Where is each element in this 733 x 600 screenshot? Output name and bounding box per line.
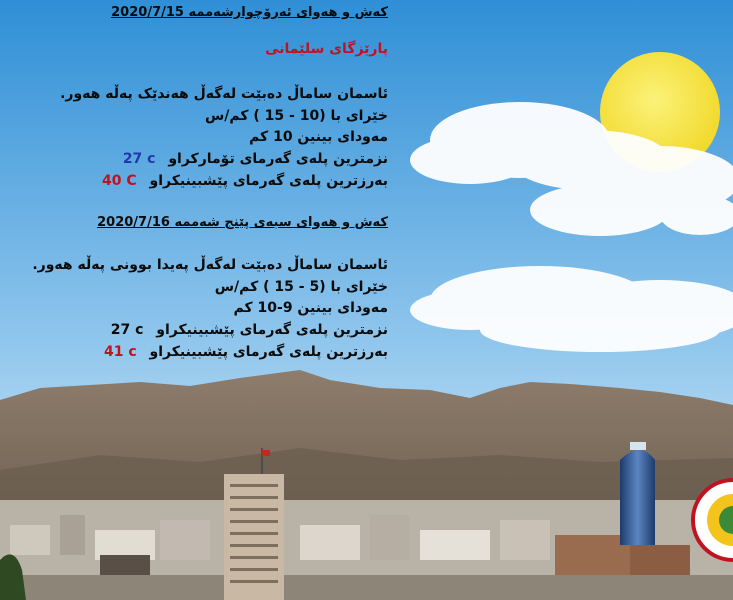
day2-min-value: 27 c [110,322,144,338]
day1-min-label: نزمترین پلەی گەرمای تۆمارکراو [168,151,388,167]
day1-visibility: مەودای بینین 10 کم [249,129,388,145]
day2-max-label: بەرزترین پلەی گەرمای پێشبینیکراو [149,344,388,360]
day1-min-temp [115,150,388,168]
day1-min-value: 27 c [122,151,156,167]
day2-min-temp [103,321,388,339]
day2-visibility: مەودای بینین 9-10 کم [233,300,388,316]
day1-sky: ئاسمان ساماڵ دەبێت لەگەڵ هەندێک پەڵە هەور. [60,86,388,102]
day1-max-temp [94,172,388,190]
day1-header: کەش و هەوای ئەرۆچوارشەممە 2020/7/15 [111,5,388,20]
day1-max-label: بەرزترین پلەی گەرمای پێشبینیکراو [149,173,388,189]
day2-header: کەش و هەوای سبەی پێنج شەممە 2020/7/16 [97,215,388,230]
day2-sky: ئاسمان ساماڵ دەبێت لەگەڵ پەیدا بوونی پەڵە هەور. [32,257,388,273]
day1-city-title: پارێزگای سلێمانی [265,41,388,57]
day1-max-value: 40 C [102,173,137,189]
day2-min-label: نزمترین پلەی گەرمای پێشبینیکراو [156,322,388,338]
day2-wind: خێرای با (5 - 15 ) کم/س [214,279,388,295]
day2-max-value: 41 c [103,344,137,360]
day1-wind: خێرای با (10 - 15 ) کم/س [204,108,388,124]
day2-max-temp [96,343,388,361]
